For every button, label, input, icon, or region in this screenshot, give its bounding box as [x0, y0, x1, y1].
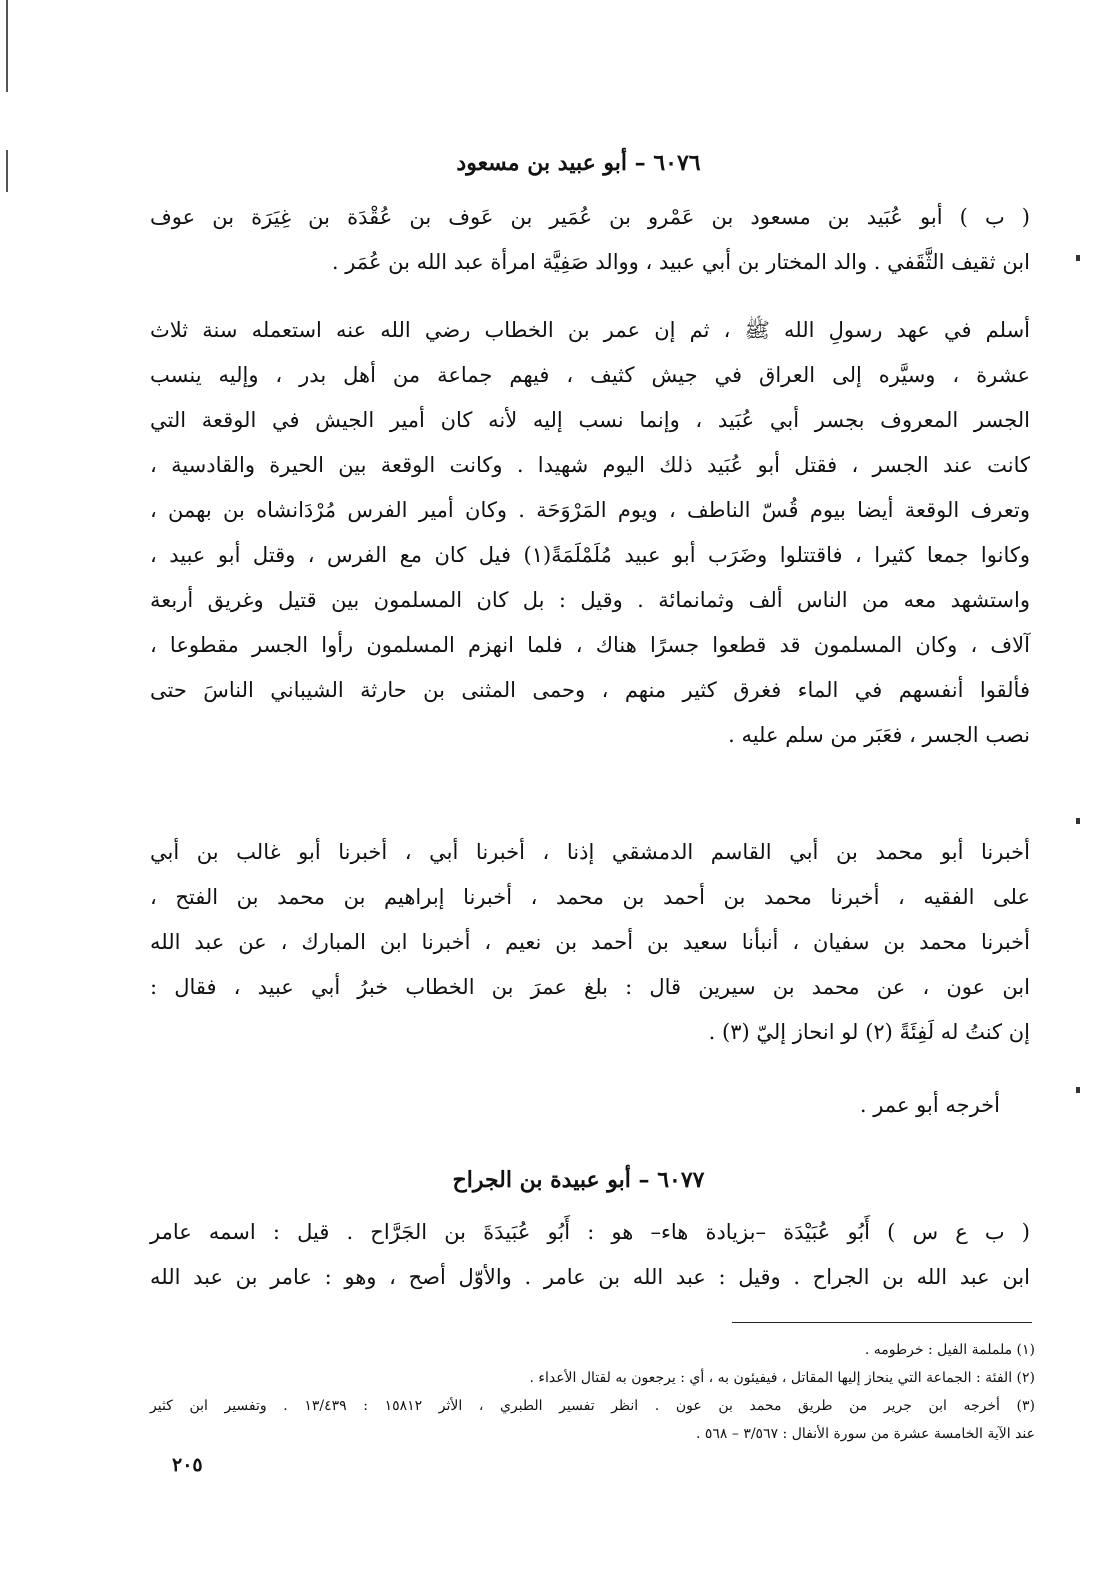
- text-line: ابن ثقيف الثَّقَفي . والد المختار بن أبي عبيد ، ووالد صَفِيَّة امرأة عبد الله بن عُمَر .: [331, 250, 1030, 274]
- text-line: إن كنتُ له لَفِئَةً (٢) لو انحاز إليّ (٣) .: [708, 1020, 1030, 1044]
- text-line: آلاف ، وكان المسلمون قد قطعوا جسرًا هناك ، فلما انهزم المسلمون رأوا الجسر مقطوعا ،: [150, 633, 1030, 657]
- text-line: ابن عون ، عن محمد بن سيرين قال : بلغ عمرَ بن الخطاب خبرُ أبي عبيد ، فقال :: [150, 975, 1030, 999]
- text-line: نصب الجسر ، فعَبَر من سلم عليه .: [728, 723, 1030, 747]
- text-line: واستشهد معه من الناس ألف وثمانمائة . وقيل : بل كان المسلمون بين قتيل وغريق أربعة: [150, 588, 1030, 612]
- text-line: ابن عبد الله بن الجراح . وقيل : عبد الله بن عامر . والأوّل أصح ، وهو : عامر بن عبد الله: [150, 1265, 1030, 1289]
- scan-margin-line: [6, 150, 8, 192]
- page-number: ٢٠٥: [172, 1454, 203, 1476]
- text-line: أخبرنا أبو محمد بن أبي القاسم الدمشقي إذنا ، أخبرنا أبي ، أخبرنا أبو غالب بن أبي: [150, 840, 1030, 864]
- scan-speck: [1076, 818, 1080, 824]
- text-line: وكانوا جمعا كثيرا ، فاقتتلوا وضَرَب أبو عبيد مُلَمْلَمَةً(١) فيل كان مع الفرس ، وقتل أبو عبيد ،: [150, 543, 1030, 567]
- footnote-1: (١) ململمة الفيل : خرطومه .: [864, 1342, 1035, 1358]
- text-line: وتعرف الوقعة أيضا بيوم قُسّ الناطف ، ويوم المَرْوَحَة . وكان أمير الفرس مُرْدَانشاه بن بهمن ،: [150, 498, 1030, 522]
- entry-6076-biography: [150, 308, 1030, 758]
- text-line: كانت عند الجسر ، فقتل أبو عُبَيد ذلك اليوم شهيدا . وكانت الوقعة بين الحيرة والقادسية ،: [150, 453, 1030, 477]
- text-line: فألقوا أنفسهم في الماء فغرق كثير منهم ، وحمى المثنى بن حارثة الشيباني الناسَ حتى: [150, 678, 1030, 702]
- text-line: ( ب ) أبو عُبَيد بن مسعود بن عَمْرو بن عُمَير بن عَوف بن عُقْدَة بن غِيَرَة بن عوف: [150, 205, 1030, 229]
- text-line: أخبرنا محمد بن سفيان ، أنبأنا سعيد بن أحمد بن نعيم ، أخبرنا ابن المبارك ، عن عبد الله: [150, 930, 1030, 954]
- footnote-2: (٢) الفئة : الجماعة التي ينحاز إليها المقاتل ، فيفيئون به ، أي : يرجعون به لقتال الأعداء .: [529, 1370, 1035, 1386]
- footnote-3: (٣) أخرجه ابن جرير من طريق محمد بن عون . انظر تفسير الطبري ، الأثر ١٥٨١٢ : ١٣/٤٣٩ . وتفسير ابن كثير: [150, 1398, 1035, 1414]
- entry-6077-title: ٦٠٧٧ – أبو عبيدة بن الجراح: [452, 1167, 705, 1193]
- scan-margin-line: [6, 0, 8, 92]
- scan-speck: [1076, 255, 1080, 261]
- footnote-3-continued: عند الآية الخامسة عشرة من سورة الأنفال : ٣/٥٦٧ – ٥٦٨ .: [695, 1426, 1035, 1442]
- entry-6077-intro: [150, 1210, 1030, 1300]
- entry-6076-title: ٦٠٧٦ – أبو عبيد بن مسعود: [456, 150, 701, 176]
- text-line: أسلم في عهد رسولِ الله ﷺ ، ثم إن عمر بن الخطاب رضي الله عنه استعمله سنة ثلاث: [150, 318, 1030, 342]
- footnotes: [150, 1336, 1035, 1448]
- text-line: ( ب ع س ) أَبُو عُبَيْدَة –بزيادة هاء– هو : أَبُو عُبَيدَةَ بن الجَرَّاح . قيل : اسمه عامر: [150, 1220, 1030, 1244]
- entry-6076-intro: [150, 195, 1030, 285]
- text-line: الجسر المعروف بجسر أبي عُبَيد ، وإنما نسب إليه لأنه كان أمير الجيش في الوقعة التي: [150, 408, 1030, 432]
- footnote-separator: [732, 1322, 1032, 1323]
- text-line: عشرة ، وسيَّره إلى العراق في جيش كثيف ، فيهم جماعة من أهل بدر ، وإليه ينسب: [150, 363, 1030, 387]
- entry-6076-isnad: [150, 830, 1030, 1055]
- text-line: أخرجه أبو عمر .: [859, 1093, 1000, 1117]
- text-line: على الفقيه ، أخبرنا محمد بن أحمد بن محمد ، أخبرنا إبراهيم بن محمد بن الفتح ،: [150, 885, 1030, 909]
- entry-6076-source: [150, 1083, 1030, 1128]
- scan-speck: [1076, 1087, 1080, 1093]
